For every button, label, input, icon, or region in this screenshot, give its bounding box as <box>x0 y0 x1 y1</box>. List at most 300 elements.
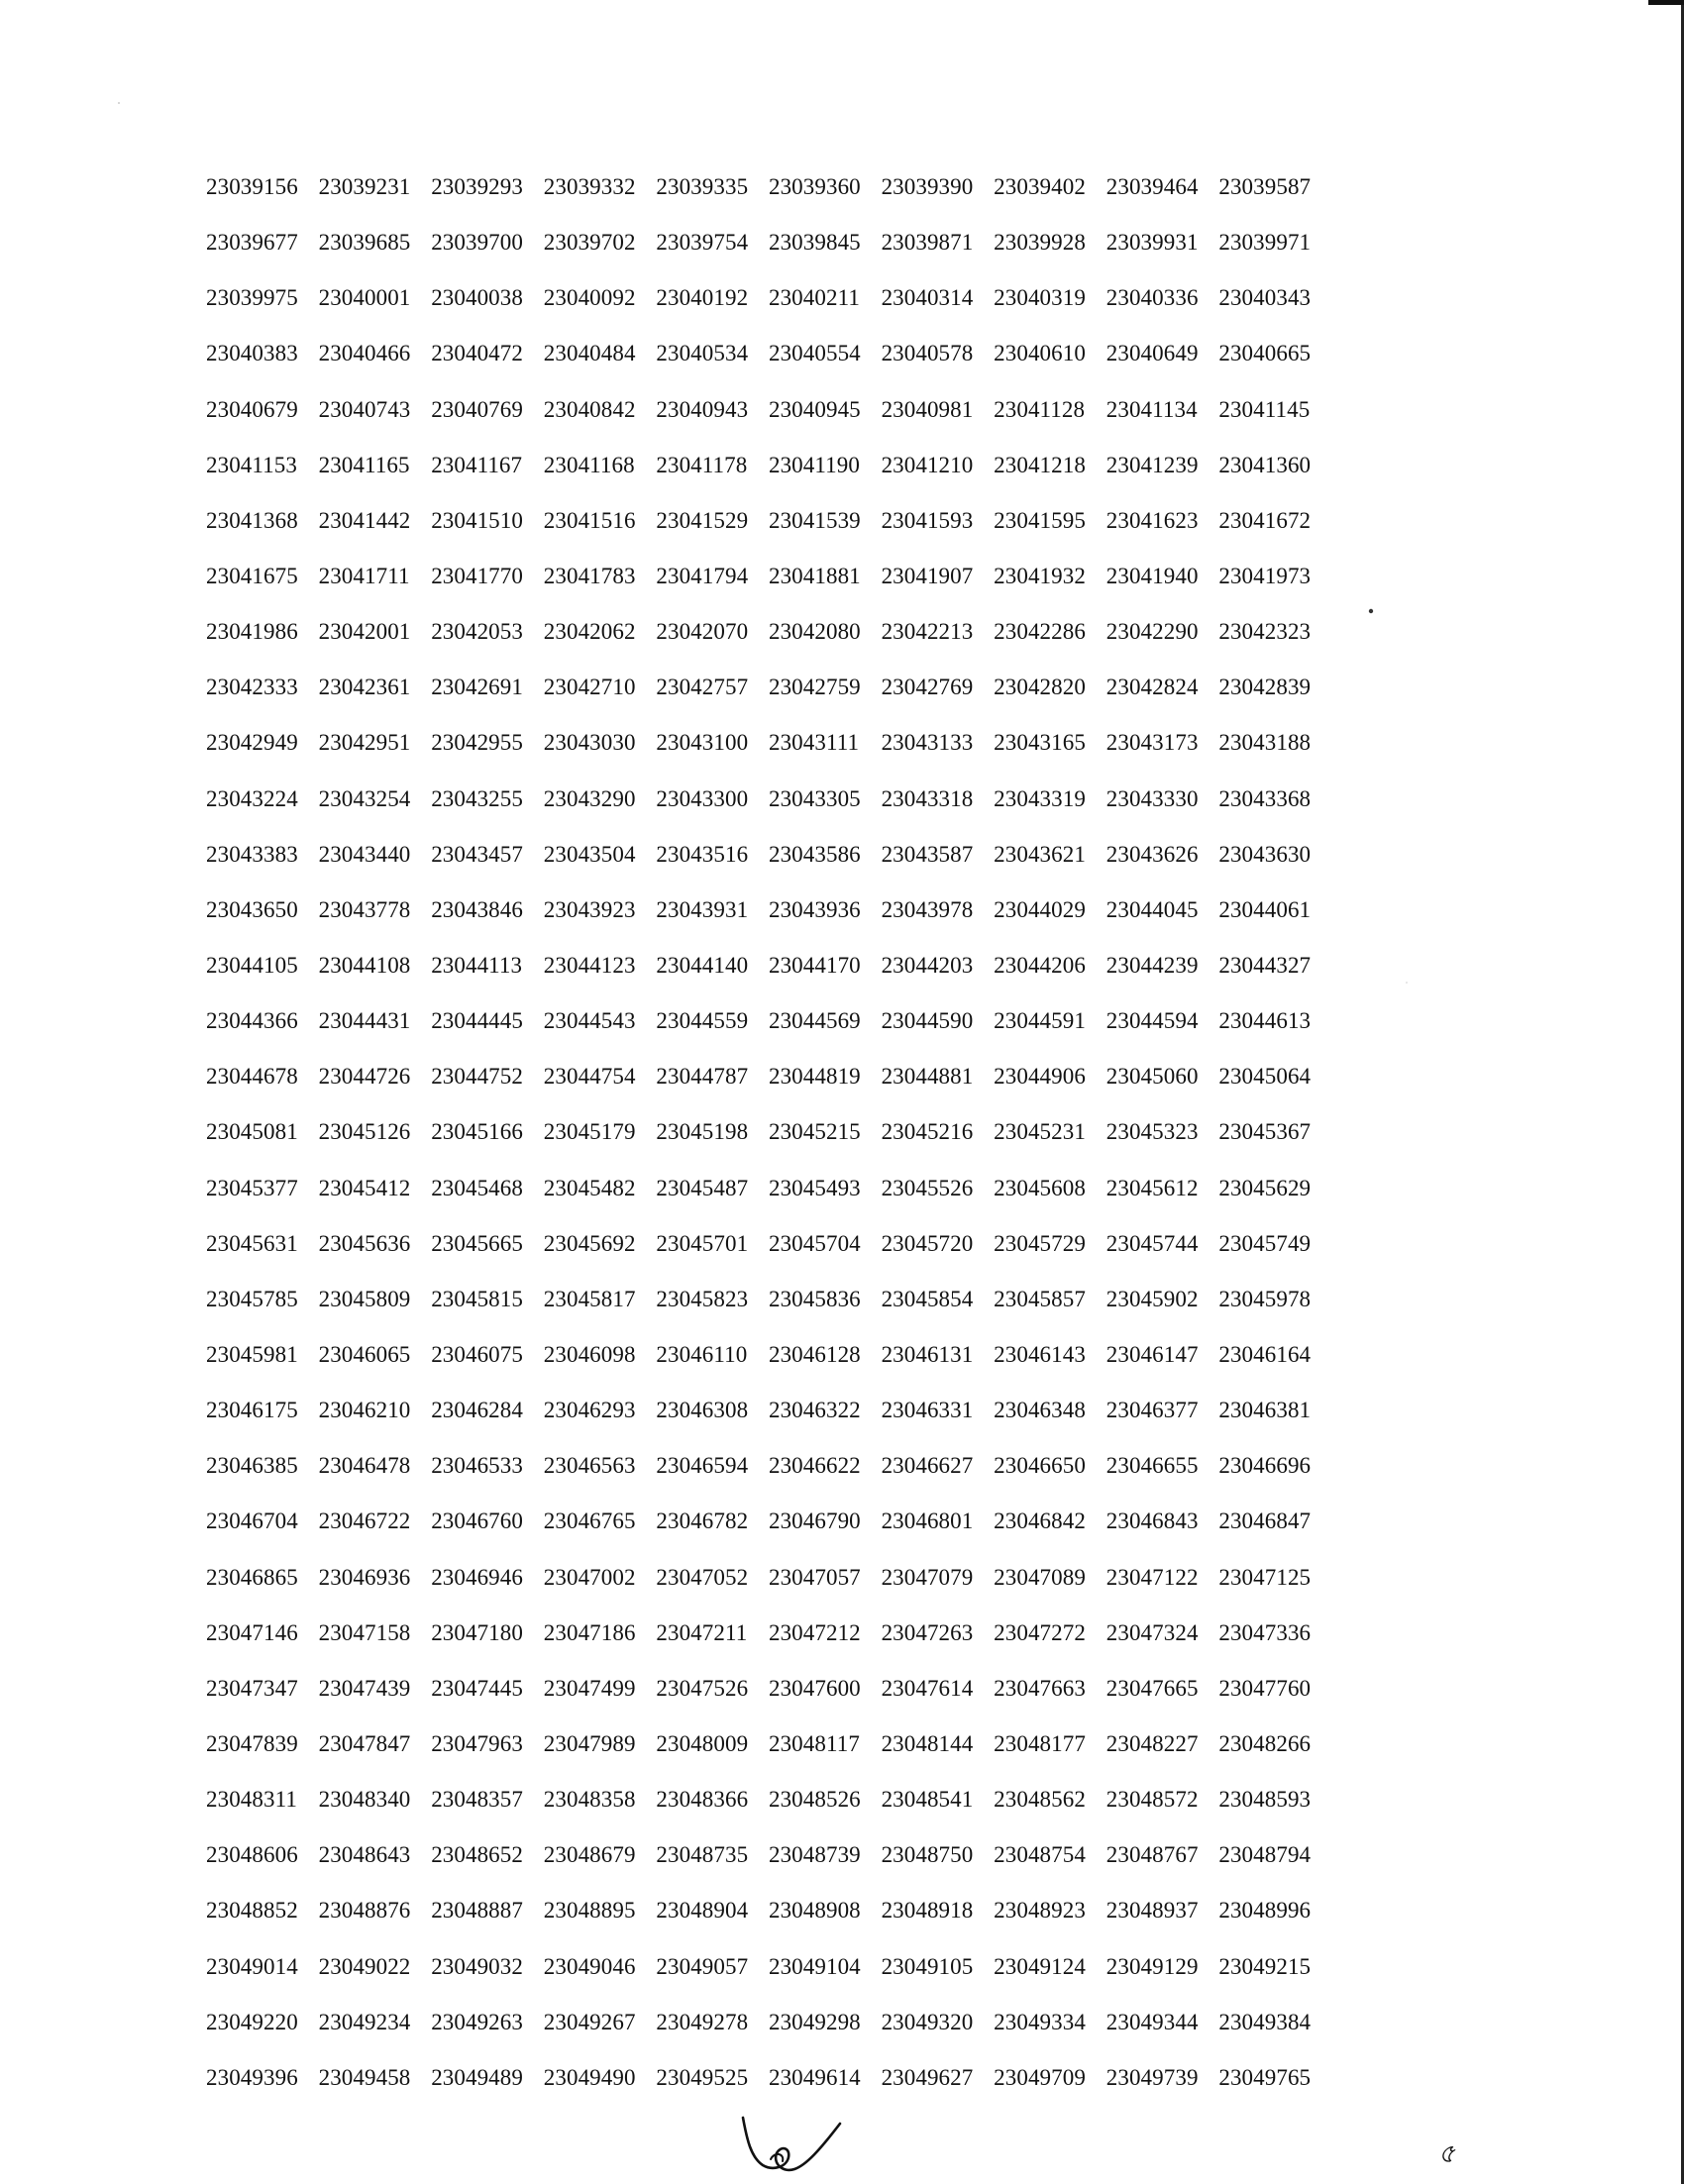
roll-number: 23040472 <box>431 341 523 366</box>
roll-number: 23043383 <box>206 841 298 867</box>
roll-number: 23043457 <box>431 841 523 867</box>
roll-number: 23039332 <box>543 174 636 199</box>
roll-number: 23047057 <box>768 1564 861 1590</box>
roll-number: 23045857 <box>994 1286 1086 1311</box>
number-row <box>206 284 1335 340</box>
roll-number: 23041190 <box>768 452 860 477</box>
number-row <box>206 896 1335 952</box>
roll-number: 23045636 <box>318 1230 411 1256</box>
roll-number: 23049267 <box>543 2009 636 2034</box>
roll-number: 23048904 <box>656 1898 749 1924</box>
roll-number: 23046843 <box>1105 1508 1199 1534</box>
roll-number: 23044366 <box>206 1008 298 1034</box>
roll-number: 23043255 <box>431 785 523 811</box>
roll-number: 23041510 <box>431 507 523 533</box>
roll-number: 23043254 <box>318 785 411 811</box>
roll-number: 23043923 <box>543 896 636 922</box>
roll-number: 23046284 <box>431 1398 523 1423</box>
roll-number: 23041672 <box>1218 507 1312 533</box>
roll-number: 23044113 <box>431 952 523 978</box>
roll-number: 23041986 <box>206 619 298 645</box>
roll-number: 23046331 <box>881 1398 974 1423</box>
roll-number: 23049396 <box>206 2064 298 2090</box>
page-number-marker: ৫ <box>1438 2139 1455 2168</box>
number-row <box>206 1118 1335 1174</box>
roll-number: 23047600 <box>768 1675 861 1701</box>
roll-number: 23047347 <box>206 1675 298 1701</box>
roll-number: 23045064 <box>1218 1064 1312 1090</box>
roll-number: 23048340 <box>318 1787 411 1813</box>
roll-number: 23039700 <box>431 230 523 256</box>
roll-number: 23049627 <box>881 2064 974 2090</box>
roll-number: 23040610 <box>994 341 1086 366</box>
roll-number: 23040038 <box>431 285 523 311</box>
roll-number: 23041218 <box>994 452 1086 477</box>
roll-number: 23041360 <box>1218 452 1312 477</box>
roll-number: 23040001 <box>318 285 411 311</box>
roll-number: 23046946 <box>431 1564 523 1590</box>
roll-number: 23041134 <box>1105 396 1198 422</box>
roll-number: 23044045 <box>1105 896 1199 922</box>
roll-number: 23045665 <box>431 1230 523 1256</box>
roll-number: 23048266 <box>1218 1730 1312 1756</box>
roll-number: 23047663 <box>994 1675 1086 1701</box>
roll-number: 23044061 <box>1218 896 1312 922</box>
roll-number: 23048541 <box>881 1787 974 1813</box>
roll-number: 23047002 <box>543 1564 636 1590</box>
roll-number: 23048572 <box>1105 1787 1199 1813</box>
roll-number: 23045978 <box>1218 1286 1312 1311</box>
roll-number: 23041442 <box>318 507 411 533</box>
roll-number: 23046696 <box>1218 1453 1312 1479</box>
roll-number: 23043188 <box>1218 730 1312 756</box>
roll-number: 23049490 <box>543 2064 636 2090</box>
roll-number: 23045823 <box>656 1286 749 1311</box>
roll-number: 23039975 <box>206 285 298 311</box>
roll-number: 23049334 <box>994 2009 1086 2034</box>
roll-number: 23042824 <box>1105 675 1199 700</box>
number-row <box>206 1619 1335 1675</box>
roll-number: 23039871 <box>881 230 974 256</box>
roll-number: 23045493 <box>768 1175 861 1200</box>
roll-number: 23047122 <box>1105 1564 1199 1590</box>
roll-number: 23046563 <box>543 1453 636 1479</box>
roll-number: 23046147 <box>1105 1341 1199 1367</box>
roll-number: 23041675 <box>206 563 298 588</box>
roll-number: 23040554 <box>768 341 861 366</box>
roll-number: 23042710 <box>543 675 636 700</box>
roll-number: 23047146 <box>206 1619 298 1645</box>
roll-number: 23044787 <box>656 1064 749 1090</box>
roll-number: 23048767 <box>1105 1842 1199 1868</box>
roll-number: 23044140 <box>656 952 749 978</box>
roll-number: 23043587 <box>881 841 974 867</box>
roll-number: 23044726 <box>318 1064 411 1090</box>
roll-number: 23045216 <box>881 1119 974 1145</box>
roll-number: 23048754 <box>994 1842 1086 1868</box>
roll-number: 23049614 <box>768 2064 861 2090</box>
number-row <box>206 1397 1335 1452</box>
roll-number: 23045744 <box>1105 1230 1199 1256</box>
roll-number: 23043368 <box>1218 785 1312 811</box>
roll-number: 23043111 <box>768 730 860 756</box>
roll-number: 23040211 <box>768 285 860 311</box>
number-row <box>206 952 1335 1007</box>
roll-number: 23043305 <box>768 785 861 811</box>
roll-number: 23046655 <box>1105 1453 1199 1479</box>
number-row <box>206 1007 1335 1063</box>
roll-number: 23039928 <box>994 230 1086 256</box>
roll-number: 23048735 <box>656 1842 749 1868</box>
roll-number: 23042759 <box>768 675 861 700</box>
roll-number: 23040649 <box>1105 341 1199 366</box>
roll-number: 23044206 <box>994 952 1086 978</box>
roll-number: 23044906 <box>994 1064 1086 1090</box>
roll-number: 23044819 <box>768 1064 861 1090</box>
roll-number: 23041539 <box>768 507 861 533</box>
roll-number: 23042053 <box>431 619 523 645</box>
roll-number: 23049220 <box>206 2009 298 2034</box>
roll-number: 23043630 <box>1218 841 1312 867</box>
roll-number: 23047272 <box>994 1619 1086 1645</box>
roll-number: 23045612 <box>1105 1175 1199 1200</box>
roll-number: 23043936 <box>768 896 861 922</box>
roll-number: 23042333 <box>206 675 298 700</box>
roll-number: 23040943 <box>656 396 749 422</box>
roll-number: 23041153 <box>206 452 297 477</box>
roll-number: 23040665 <box>1218 341 1312 366</box>
roll-number: 23046865 <box>206 1564 298 1590</box>
roll-number: 23042949 <box>206 730 298 756</box>
roll-number: 23047336 <box>1218 1619 1312 1645</box>
roll-number: 23043440 <box>318 841 411 867</box>
roll-number: 23047052 <box>656 1564 749 1590</box>
roll-number: 23044594 <box>1105 1008 1199 1034</box>
roll-number: 23047186 <box>543 1619 636 1645</box>
roll-number: 23044203 <box>881 952 974 978</box>
roll-number: 23043173 <box>1105 730 1199 756</box>
roll-number: 23049032 <box>431 1953 523 1979</box>
roll-number: 23043290 <box>543 785 636 811</box>
roll-number: 23044569 <box>768 1008 861 1034</box>
roll-number: 23046110 <box>656 1341 748 1367</box>
roll-number: 23040336 <box>1105 285 1199 311</box>
number-row <box>206 229 1335 284</box>
roll-number: 23043133 <box>881 730 974 756</box>
roll-number: 23047158 <box>318 1619 411 1645</box>
roll-number: 23048739 <box>768 1842 861 1868</box>
roll-number: 23046594 <box>656 1453 749 1479</box>
roll-number: 23041595 <box>994 507 1086 533</box>
roll-number: 23045231 <box>994 1119 1086 1145</box>
roll-number: 23049057 <box>656 1953 749 1979</box>
number-row <box>206 1953 1335 2009</box>
roll-number: 23041128 <box>994 396 1086 422</box>
roll-number: 23044754 <box>543 1064 636 1090</box>
roll-number: 23042769 <box>881 675 974 700</box>
roll-number: 23049022 <box>318 1953 411 1979</box>
roll-number: 23048908 <box>768 1898 861 1924</box>
roll-number: 23041881 <box>768 563 861 588</box>
roll-number: 23045487 <box>656 1175 749 1200</box>
roll-number: 23041516 <box>543 507 636 533</box>
roll-number: 23044239 <box>1105 952 1199 978</box>
roll-number: 23049046 <box>543 1953 636 1979</box>
roll-number: 23048652 <box>431 1842 523 1868</box>
roll-number: 23045215 <box>768 1119 861 1145</box>
roll-number: 23049489 <box>431 2064 523 2090</box>
number-row <box>206 785 1335 841</box>
roll-number: 23040769 <box>431 396 523 422</box>
roll-number: 23049234 <box>318 2009 411 2034</box>
roll-number: 23045081 <box>206 1119 298 1145</box>
roll-number: 23049104 <box>768 1953 861 1979</box>
roll-number: 23045377 <box>206 1175 298 1200</box>
roll-number: 23039402 <box>994 174 1086 199</box>
number-row <box>206 1508 1335 1563</box>
roll-number: 23048887 <box>431 1898 523 1924</box>
roll-number: 23045729 <box>994 1230 1086 1256</box>
roll-number: 23043846 <box>431 896 523 922</box>
roll-number: 23046128 <box>768 1341 861 1367</box>
roll-number: 23046790 <box>768 1508 861 1534</box>
roll-number: 23049129 <box>1105 1953 1199 1979</box>
signature-mark <box>733 2110 852 2179</box>
roll-number: 23045785 <box>206 1286 298 1311</box>
roll-number: 23044752 <box>431 1064 523 1090</box>
roll-number: 23047439 <box>318 1675 411 1701</box>
roll-number: 23043319 <box>994 785 1086 811</box>
roll-number: 23046765 <box>543 1508 636 1534</box>
roll-number: 23042286 <box>994 619 1086 645</box>
number-row <box>206 2009 1335 2064</box>
roll-number: 23046650 <box>994 1453 1086 1479</box>
roll-number: 23039156 <box>206 174 298 199</box>
roll-number: 23039335 <box>656 174 749 199</box>
roll-number: 23046308 <box>656 1398 749 1423</box>
roll-number: 23047089 <box>994 1564 1086 1590</box>
roll-number: 23046377 <box>1105 1398 1199 1423</box>
roll-number: 23047847 <box>318 1730 411 1756</box>
number-row <box>206 1452 1335 1508</box>
roll-number: 23045809 <box>318 1286 411 1311</box>
roll-number: 23048852 <box>206 1898 298 1924</box>
roll-number: 23042839 <box>1218 675 1312 700</box>
roll-number: 23041623 <box>1105 507 1199 533</box>
roll-number: 23046722 <box>318 1508 411 1534</box>
roll-number: 23046627 <box>881 1453 974 1479</box>
roll-number: 23040192 <box>656 285 749 311</box>
roll-number: 23039293 <box>431 174 523 199</box>
number-row <box>206 1675 1335 1730</box>
roll-number: 23040842 <box>543 396 636 422</box>
roll-number: 23046175 <box>206 1398 298 1423</box>
roll-number: 23039931 <box>1105 230 1199 256</box>
roll-number: 23043626 <box>1105 841 1199 867</box>
roll-number: 23042951 <box>318 730 411 756</box>
roll-number: 23046385 <box>206 1453 298 1479</box>
roll-number: 23049709 <box>994 2064 1086 2090</box>
roll-number: 23047324 <box>1105 1619 1199 1645</box>
roll-number: 23045815 <box>431 1286 523 1311</box>
roll-number: 23045854 <box>881 1286 974 1311</box>
roll-number: 23045323 <box>1105 1119 1199 1145</box>
roll-number: 23049525 <box>656 2064 749 2090</box>
number-row <box>206 1230 1335 1286</box>
roll-number: 23043621 <box>994 841 1086 867</box>
roll-number: 23045198 <box>656 1119 749 1145</box>
roll-number: 23046293 <box>543 1398 636 1423</box>
roll-number: 23047963 <box>431 1730 523 1756</box>
roll-number: 23048794 <box>1218 1842 1312 1868</box>
roll-number: 23045166 <box>431 1119 523 1145</box>
roll-number: 23048996 <box>1218 1898 1312 1924</box>
roll-number: 23045902 <box>1105 1286 1199 1311</box>
roll-number: 23041210 <box>881 452 974 477</box>
roll-number: 23049739 <box>1105 2064 1199 2090</box>
roll-number: 23041770 <box>431 563 523 588</box>
roll-number: 23046348 <box>994 1398 1086 1423</box>
number-row <box>206 1063 1335 1118</box>
roll-number: 23045701 <box>656 1230 749 1256</box>
number-row <box>206 173 1335 229</box>
roll-number: 23041794 <box>656 563 749 588</box>
number-row <box>206 841 1335 896</box>
roll-number: 23041973 <box>1218 563 1312 588</box>
number-row <box>206 674 1335 729</box>
roll-number: 23047760 <box>1218 1675 1312 1701</box>
roll-number: 23047665 <box>1105 1675 1199 1701</box>
roll-number: 23043650 <box>206 896 298 922</box>
roll-number: 23042290 <box>1105 619 1199 645</box>
roll-number: 23041940 <box>1105 563 1199 588</box>
roll-number: 23045179 <box>543 1119 636 1145</box>
roll-number: 23047614 <box>881 1675 974 1701</box>
roll-number: 23043931 <box>656 896 749 922</box>
roll-number: 23046782 <box>656 1508 749 1534</box>
roll-number: 23048606 <box>206 1842 298 1868</box>
roll-number: 23040534 <box>656 341 749 366</box>
roll-number: 23039390 <box>881 174 974 199</box>
roll-number: 23046098 <box>543 1341 636 1367</box>
roll-number: 23043778 <box>318 896 411 922</box>
roll-number: 23045981 <box>206 1341 298 1367</box>
roll-number: 23043978 <box>881 896 974 922</box>
roll-number: 23042062 <box>543 619 636 645</box>
roll-number: 23044445 <box>431 1008 523 1034</box>
number-row <box>206 618 1335 674</box>
roll-number: 23041907 <box>881 563 974 588</box>
roll-number: 23044170 <box>768 952 861 978</box>
roll-number: 23042080 <box>768 619 861 645</box>
roll-number: 23047263 <box>881 1619 974 1645</box>
roll-number: 23043165 <box>994 730 1086 756</box>
roll-number: 23040679 <box>206 396 298 422</box>
roll-number: 23042955 <box>431 730 523 756</box>
roll-number: 23041529 <box>656 507 749 533</box>
roll-number: 23047526 <box>656 1675 749 1701</box>
number-row <box>206 1730 1335 1786</box>
roll-number: 23046065 <box>318 1341 411 1367</box>
roll-number: 23048895 <box>543 1898 636 1924</box>
roll-number: 23039702 <box>543 230 636 256</box>
roll-number: 23044543 <box>543 1008 636 1034</box>
roll-number: 23040578 <box>881 341 974 366</box>
roll-number: 23046704 <box>206 1508 298 1534</box>
roll-number: 23046322 <box>768 1398 861 1423</box>
roll-number: 23041168 <box>543 452 635 477</box>
roll-number: 23044613 <box>1218 1008 1312 1034</box>
roll-number: 23044590 <box>881 1008 974 1034</box>
roll-number: 23047212 <box>768 1619 861 1645</box>
roll-number: 23045367 <box>1218 1119 1312 1145</box>
number-row <box>206 1897 1335 1952</box>
roll-number: 23048526 <box>768 1787 861 1813</box>
roll-number: 23049458 <box>318 2064 411 2090</box>
roll-number: 23045126 <box>318 1119 411 1145</box>
roll-number: 23040484 <box>543 341 636 366</box>
roll-number: 23044327 <box>1218 952 1312 978</box>
roll-number: 23039971 <box>1218 230 1312 256</box>
roll-number: 23042213 <box>881 619 974 645</box>
roll-number: 23045631 <box>206 1230 298 1256</box>
roll-number: 23047211 <box>656 1619 748 1645</box>
roll-number: 23046075 <box>431 1341 523 1367</box>
scan-edge-mark <box>1648 0 1684 45</box>
roll-number: 23041145 <box>1218 396 1311 422</box>
roll-number: 23045817 <box>543 1286 636 1311</box>
roll-number: 23048750 <box>881 1842 974 1868</box>
number-row <box>206 563 1335 618</box>
roll-number: 23049105 <box>881 1953 974 1979</box>
roll-number: 23046936 <box>318 1564 411 1590</box>
roll-number: 23041932 <box>994 563 1086 588</box>
number-row <box>206 1786 1335 1841</box>
roll-number: 23049320 <box>881 2009 974 2034</box>
number-row <box>206 1564 1335 1619</box>
roll-number: 23045836 <box>768 1286 861 1311</box>
roll-number: 23043318 <box>881 785 974 811</box>
roll-number: 23045704 <box>768 1230 861 1256</box>
roll-number: 23046760 <box>431 1508 523 1534</box>
roll-number: 23046164 <box>1218 1341 1312 1367</box>
roll-number: 23049014 <box>206 1953 298 1979</box>
roll-number: 23042361 <box>318 675 411 700</box>
roll-number: 23043030 <box>543 730 636 756</box>
roll-number: 23039845 <box>768 230 861 256</box>
roll-number: 23042323 <box>1218 619 1312 645</box>
roll-number: 23039685 <box>318 230 411 256</box>
roll-number: 23043586 <box>768 841 861 867</box>
roll-number: 23045482 <box>543 1175 636 1200</box>
roll-number: 23046622 <box>768 1453 861 1479</box>
roll-number: 23044105 <box>206 952 298 978</box>
roll-number: 23039231 <box>318 174 411 199</box>
roll-number: 23044678 <box>206 1064 298 1090</box>
roll-number: 23047180 <box>431 1619 523 1645</box>
roll-number: 23040092 <box>543 285 636 311</box>
roll-number: 23044123 <box>543 952 636 978</box>
roll-number: 23045608 <box>994 1175 1086 1200</box>
number-row <box>206 1341 1335 1397</box>
roll-number: 23048144 <box>881 1730 974 1756</box>
roll-number: 23048357 <box>431 1787 523 1813</box>
roll-number: 23042757 <box>656 675 749 700</box>
roll-number: 23040343 <box>1218 285 1312 311</box>
roll-number: 23042691 <box>431 675 523 700</box>
roll-number: 23044591 <box>994 1008 1086 1034</box>
roll-number: 23040314 <box>881 285 974 311</box>
